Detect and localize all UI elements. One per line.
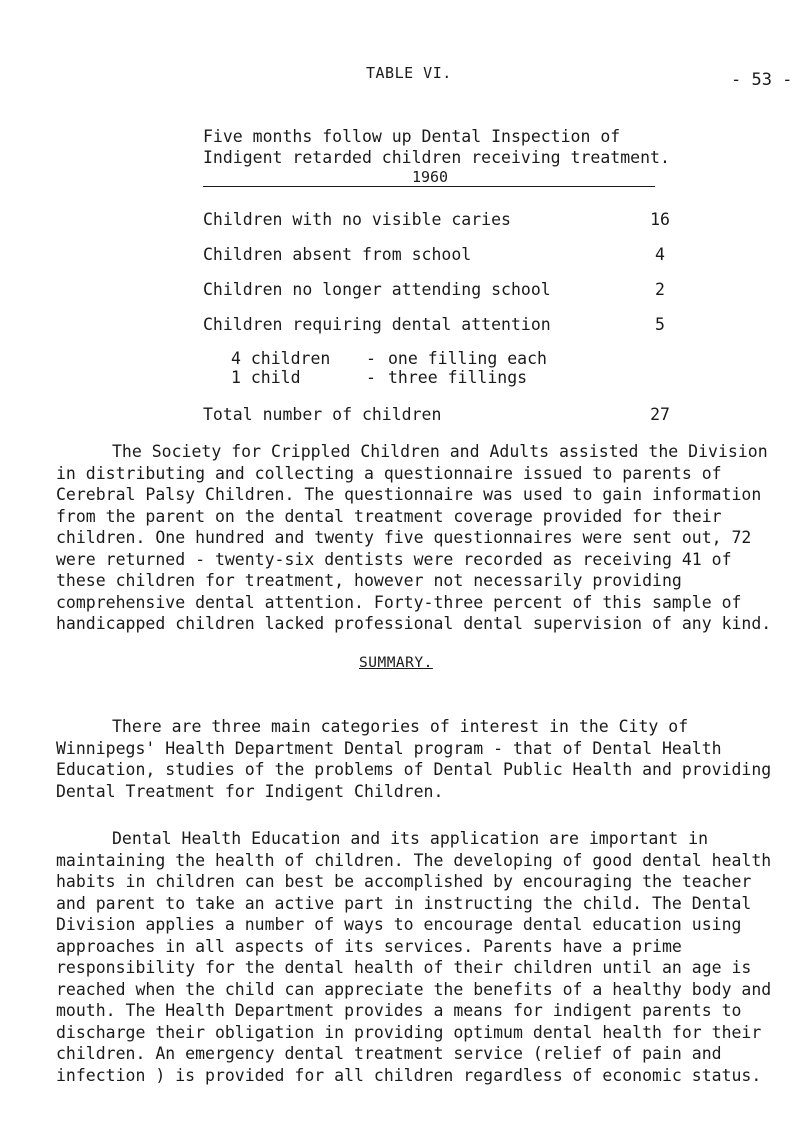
table-year: 1960	[411, 168, 449, 186]
paragraph-summary-1: There are three main categories of interest in the City of Winnipegs' Health Department Dental program - that of Dental Health Education, studies of the problems of Dental Public Health and providing Dental Treatment for Indigent Children.	[56, 717, 772, 801]
table-row-value: 16	[650, 210, 670, 229]
total-value: 27	[650, 405, 670, 424]
table-row-label: Children absent from school	[203, 245, 472, 264]
paragraph-summary-2: Dental Health Education and its application are important in maintaining the health of children. The developing of good dental health habits in children can best be accomplished by encouraging the teacher and parent to take an active part in instructing the child. The Dental Division applies a number of ways to encourage dental education using approaches in all aspects of its services. Parents have a prime responsibility for the dental health of their children until an age is reached when the child can appreciate the benefits of a healthy body and mouth. The Health Department provides a means for indigent parents to discharge their obligation in providing optimum dental health for their children. An emergency dental treatment service (relief of pain and infection ) is provided for all children regardless of economic status.	[56, 829, 772, 1085]
table-row-label: Children no longer attending school	[203, 280, 551, 299]
table-row-value: 2	[655, 280, 665, 299]
table-row-value: 5	[655, 315, 665, 334]
subrow-description: three fillings	[388, 368, 528, 387]
table-rule	[203, 186, 655, 187]
table-caption-line1: Five months follow up Dental Inspection of	[203, 127, 621, 146]
subrow-separator: -	[366, 368, 376, 387]
table-row-label: Children with no visible caries	[203, 210, 511, 229]
table-caption-line2: Indigent retarded children receiving treatment.	[203, 148, 670, 167]
subrow-count: 4 children	[231, 349, 331, 368]
table-row-label: Children requiring dental attention	[203, 315, 551, 334]
table-title: TABLE VI.	[366, 64, 452, 82]
subrow-separator: -	[366, 349, 376, 368]
subrow-description: one filling each	[388, 349, 547, 368]
summary-heading: SUMMARY.	[359, 655, 433, 671]
table-row-value: 4	[655, 245, 665, 264]
total-label: Total number of children	[203, 405, 442, 424]
page-number: - 53 -	[731, 70, 793, 90]
subrow-count: 1 child	[231, 368, 301, 387]
paragraph-society: The Society for Crippled Children and Adults assisted the Division in distributing and collecting a questionnaire issued to parents of Cerebral Palsy Children. The questionnaire was used to gain information from the parent on the dental treatment coverage provided for their children. One hundred and twenty five questionnaires were sent out, 72 were returned - twenty-six dentists were recorded as receiving 41 of these children for treatment, however not necessarily providing comprehensive dental attention. Forty-three percent of this sample of handicapped children lacked professional dental supervision of any kind.	[56, 442, 772, 633]
